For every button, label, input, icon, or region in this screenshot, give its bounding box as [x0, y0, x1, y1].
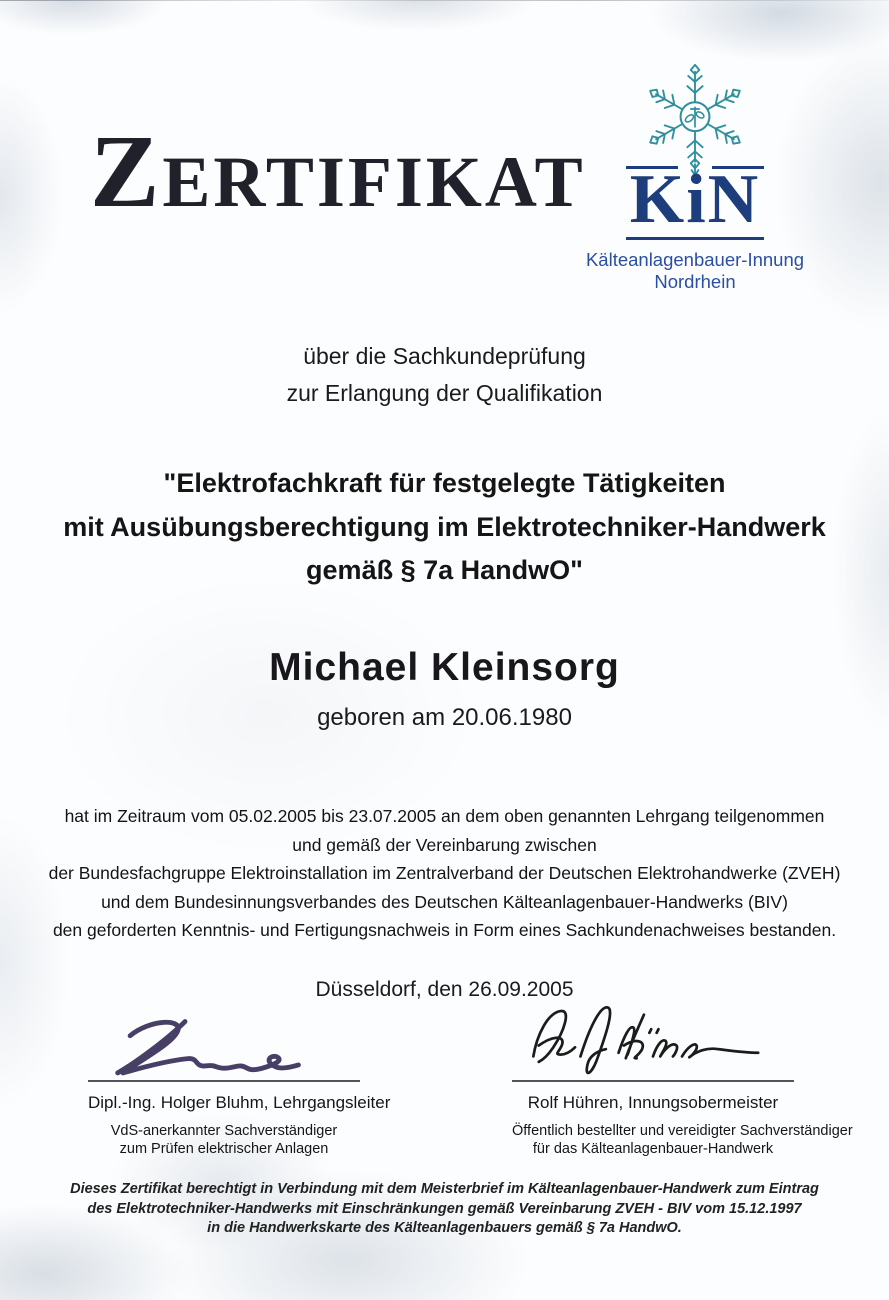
- logo-organization-region: Nordrhein: [654, 271, 736, 292]
- footer-line: des Elektrotechniker-Handwerks mit Einschränkungen gemäß Vereinbarung ZVEH - BIV vom 15.12.1997: [87, 1200, 802, 1217]
- qualification-line: mit Ausübungsberechtigung im Elektrotechniker-Handwerk: [63, 511, 826, 542]
- signature-left-credential-line: VdS-anerkannter Sachverständiger: [110, 1123, 338, 1139]
- signature-right-handwriting: [517, 1002, 789, 1080]
- signature-right-credentials: [512, 1122, 853, 1158]
- signature-left-credential-line: zum Prüfen elektrischer Anlagen: [119, 1141, 329, 1157]
- body-line: hat im Zeitraum vom 05.02.2005 bis 23.07.2005 an dem oben genannten Lehrgang teilgenommen: [64, 806, 825, 826]
- signature-left-credentials: [88, 1122, 360, 1158]
- recipient-birthdate: geboren am 20.06.1980: [317, 704, 572, 731]
- logo-acronym: KiN: [629, 161, 761, 238]
- signature-left-name: Dipl.-Ing. Holger Bluhm, Lehrgangsleiter: [88, 1093, 391, 1112]
- footer-note: [0, 1180, 889, 1239]
- signature-right-credential-line: Öffentlich bestellter und vereidigter Sachverständiger: [512, 1123, 853, 1139]
- footer-line: in die Handwerkskarte des Kälteanlagenbauers gemäß § 7a HandwO.: [207, 1220, 682, 1236]
- intro-section: [0, 338, 889, 412]
- intro-line: zur Erlangung der Qualifikation: [286, 380, 603, 406]
- title-initial: Z: [90, 114, 163, 229]
- signature-left-handwriting: [99, 1018, 349, 1080]
- footer-line: Dieses Zertifikat berechtigt in Verbindung mit dem Meisterbrief im Kälteanlagenbauer-Handwerk zum Eintrag: [70, 1181, 819, 1197]
- intro-line: über die Sachkundeprüfung: [303, 343, 586, 369]
- body-line: der Bundesfachgruppe Elektroinstallation im Zentralverband der Deutschen Elektrohandwerke (ZVEH): [48, 863, 841, 883]
- signature-block-left: [88, 1018, 391, 1158]
- kin-acronym-box: [626, 161, 764, 240]
- body-line: und gemäß der Vereinbarung zwischen: [292, 834, 597, 855]
- signature-right-rule: [512, 1080, 794, 1082]
- body-line: und dem Bundesinnungsverbandes des Deutschen Kälteanlagenbauer-Handwerks (BIV): [101, 891, 788, 912]
- body-section: [0, 802, 889, 945]
- signature-left-rule: [88, 1080, 360, 1082]
- place-date: Düsseldorf, den 26.09.2005: [315, 978, 574, 1001]
- qualification-section: [0, 462, 889, 593]
- logo-organization-name: Kälteanlagenbauer-Innung: [585, 249, 805, 270]
- signature-block-right: [512, 1002, 853, 1158]
- signature-right-name: Rolf Hühren, Innungsobermeister: [527, 1093, 779, 1112]
- signature-right-credential-line: für das Kälteanlagenbauer-Handwerk: [532, 1141, 774, 1157]
- qualification-line: gemäß § 7a HandwO": [306, 555, 583, 585]
- certificate-title: [90, 114, 586, 229]
- qualification-line: "Elektrofachkraft für festgelegte Tätigkeiten: [163, 468, 726, 498]
- title-rest: ERTIFIKAT: [162, 142, 586, 222]
- kin-logo: [573, 64, 817, 293]
- body-line: den geforderten Kenntnis- und Fertigungsnachweis in Form eines Sachkundenachweises bestanden.: [52, 920, 837, 940]
- recipient-name: Michael Kleinsorg: [269, 646, 620, 689]
